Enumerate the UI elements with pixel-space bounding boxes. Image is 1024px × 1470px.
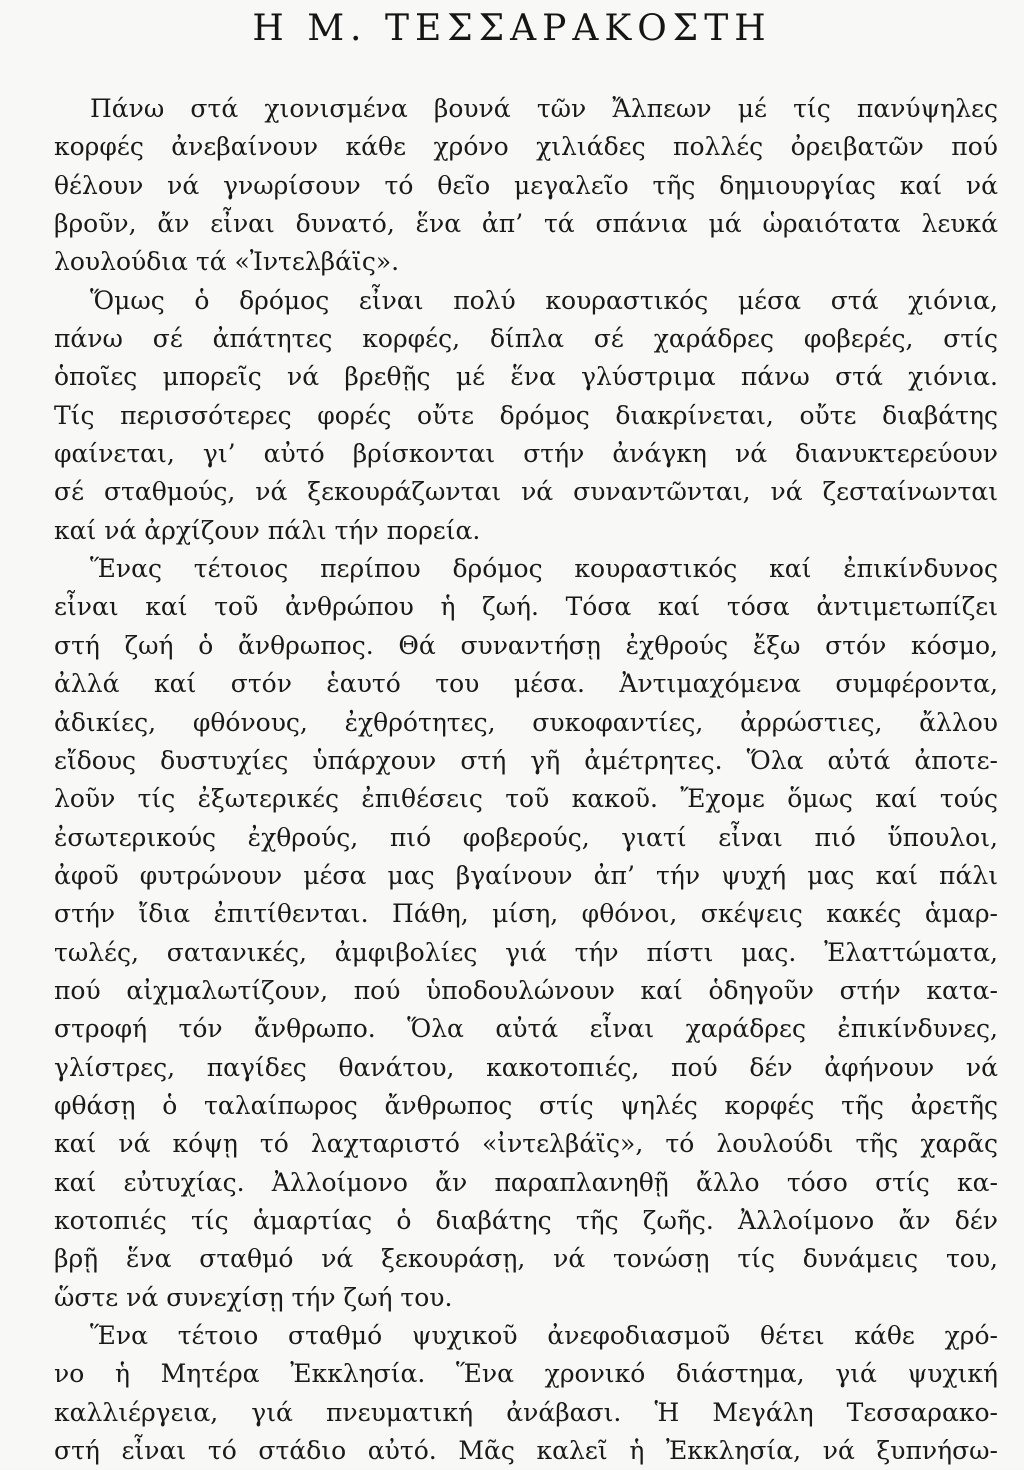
text-line: Πάνω στά χιονισμένα βουνά τῶν Ἄλπεων μέ τίς πανύψηλες bbox=[90, 94, 998, 123]
text-line: Ἕνα τέτοιο σταθμό ψυχικοῦ ἀνεφοδιασμοῦ θέτει κάθε χρό- bbox=[90, 1321, 998, 1350]
text-line: στή εἶναι τό στάδιο αὐτό. Μᾶς καλεῖ ἡ Ἐκκλησία, νά ξυπνήσω- bbox=[54, 1436, 998, 1466]
text-line: λοῦν τίς ἐξωτερικές ἐπιθέσεις τοῦ κακοῦ. Ἔχομε ὅμως καί τούς bbox=[54, 784, 998, 814]
text-line: Ἕνας τέτοιος περίπου δρόμος κουραστικός καί ἐπικίνδυνος bbox=[90, 554, 998, 584]
text-line: πού αἰχμαλωτίζουν, πού ὑποδουλώνουν καί ὁδηγοῦν στήν κατα- bbox=[54, 975, 998, 1005]
text-line: ἀλλά καί στόν ἑαυτό του μέσα. Ἀντιμαχόμενα συμφέροντα, bbox=[54, 669, 998, 699]
text-line: ἀφοῦ φυτρώνουν μέσα μας βγαίνουν ἀπ’ τήν ψυχή μας καί πάλι bbox=[54, 860, 998, 890]
text-line: ὥστε νά συνεχίσῃ τήν ζωή του. bbox=[54, 1282, 453, 1312]
text-line: ἀδικίες, φθόνους, ἐχθρότητες, συκοφαντίες, ἀρρώστιες, ἄλλου bbox=[54, 707, 998, 737]
text-line: θέλουν νά γνωρίσουν τό θεῖο μεγαλεῖο τῆς δημιουργίας καί νά bbox=[54, 170, 998, 200]
text-line: ὁποῖες μπορεῖς νά βρεθῇς μέ ἕνα γλύστριμα πάνω στά χιόνια. bbox=[54, 362, 998, 392]
text-line: σέ σταθμούς, νά ξεκουράζωνται νά συναντῶνται, νά ζεσταίνωνται bbox=[54, 477, 998, 507]
text-line: νο ἡ Μητέρα Ἐκκλησία. Ἕνα χρονικό διάστημα, γιά ψυχική bbox=[54, 1359, 998, 1389]
text-line: γλίστρες, παγίδες θανάτου, κακοτοπιές, πού δέν ἀφήνουν νά bbox=[54, 1052, 998, 1082]
text-line: λουλούδια τά «Ἰντελβάϊς». bbox=[54, 247, 400, 277]
text-line: ἐσωτερικούς ἐχθρούς, πιό φοβερούς, γιατί εἶναι πιό ὕπουλοι, bbox=[54, 822, 998, 852]
text-line: στήν ἴδια ἐπιτίθενται. Πάθη, μίση, φθόνοι, σκέψεις κακές ἁμαρ- bbox=[54, 899, 998, 929]
page-title: Η Μ. ΤΕΣΣΑΡΑΚΟΣΤΗ bbox=[252, 8, 772, 49]
text-line: Ὅμως ὁ δρόμος εἶναι πολύ κουραστικός μέσα στά χιόνια, bbox=[90, 285, 998, 315]
text-line: εἴδους δυστυχίες ὑπάρχουν στή γῆ ἀμέτρητες. Ὅλα αὐτά ἀποτε- bbox=[54, 745, 998, 775]
text-line: καί νά κόψῃ τό λαχταριστό «ἰντελβάϊς», τό λουλούδι τῆς χαρᾶς bbox=[54, 1129, 998, 1159]
text-line: κορφές ἀνεβαίνουν κάθε χρόνο χιλιάδες πολλές ὀρειβατῶν πού bbox=[54, 132, 998, 162]
text-line: καί εὐτυχίας. Ἀλλοίμονο ἄν παραπλανηθῇ ἄλλο τόσο στίς κα- bbox=[54, 1167, 998, 1197]
text-line: εἶναι καί τοῦ ἀνθρώπου ἡ ζωή. Τόσα καί τόσα ἀντιμετωπίζει bbox=[54, 592, 998, 622]
text-line: στροφή τόν ἄνθρωπο. Ὅλα αὐτά εἶναι χαράδρες ἐπικίνδυνες, bbox=[54, 1014, 998, 1044]
text-line: βροῦν, ἄν εἶναι δυνατό, ἕνα ἀπ’ τά σπάνια μά ὡραιότατα λευκά bbox=[54, 209, 998, 239]
text-line: πάνω σέ ἀπάτητες κορφές, δίπλα σέ χαράδρες φοβερές, στίς bbox=[54, 324, 998, 354]
body-text bbox=[54, 90, 998, 1470]
text-line: φθάσῃ ὁ ταλαίπωρος ἄνθρωπος στίς ψηλές κορφές τῆς ἀρετῆς bbox=[54, 1090, 998, 1120]
text-line: φαίνεται, γι’ αὐτό βρίσκονται στήν ἀνάγκη νά διανυκτερεύουν bbox=[54, 439, 998, 469]
text-line: βρῇ ἕνα σταθμό νά ξεκουράσῃ, νά τονώσῃ τίς δυνάμεις του, bbox=[54, 1244, 998, 1274]
text-line: κοτοπιές τίς ἁμαρτίας ὁ διαβάτης τῆς ζωῆς. Ἀλλοίμονο ἄν δέν bbox=[54, 1205, 998, 1235]
text-line: καλλιέργεια, γιά πνευματική ἀνάβασι. Ἡ Μεγάλη Τεσσαρακο- bbox=[54, 1397, 998, 1427]
text-line: Τίς περισσότερες φορές οὔτε δρόμος διακρίνεται, οὔτε διαβάτης bbox=[54, 400, 998, 430]
text-line: καί νά ἀρχίζουν πάλι τήν πορεία. bbox=[54, 515, 481, 545]
text-line: τωλές, σατανικές, ἀμφιβολίες γιά τήν πίστι μας. Ἐλαττώματα, bbox=[54, 937, 998, 967]
text-line: στή ζωή ὁ ἄνθρωπος. Θά συναντήσῃ ἐχθρούς ἔξω στόν κόσμο, bbox=[54, 630, 998, 660]
